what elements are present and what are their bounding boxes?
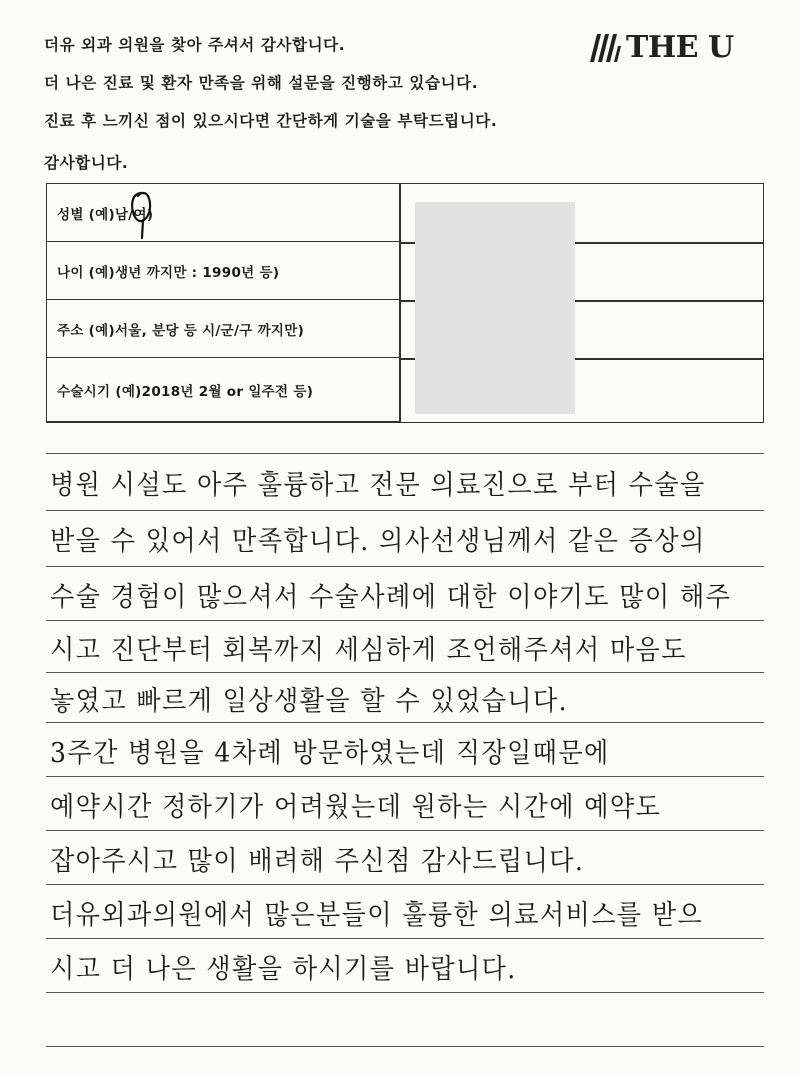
table-column-divider xyxy=(399,184,401,422)
ruled-line xyxy=(46,1046,764,1047)
ruled-line xyxy=(46,566,764,567)
review-line-6: 3주간 병원을 4차례 방문하였는데 직장일때문에 xyxy=(50,738,610,769)
review-line-7: 예약시간 정하기가 어려웠는데 원하는 시간에 예약도 xyxy=(50,792,662,823)
intro-line-3: 진료 후 느끼신 점이 있으시다면 간단하게 기술을 부탁드립니다. xyxy=(44,112,498,130)
review-line-5: 놓였고 빠르게 일상생활을 할 수 있었습니다. xyxy=(50,686,568,717)
surgery-date-label: 수술시기 (예)2018년 2월 or 일주전 등) xyxy=(47,358,399,422)
ruled-line xyxy=(46,510,764,511)
review-line-3: 수술 경험이 많으셔서 수술사례에 대한 이야기도 많이 해주 xyxy=(50,582,732,613)
review-line-4: 시고 진단부터 회복까지 세심하게 조언해주셔서 마음도 xyxy=(50,635,687,666)
review-line-1: 병원 시설도 아주 훌륭하고 전문 의료진으로 부터 수술을 xyxy=(50,470,706,501)
gender-label: 성별 (예)남/여) xyxy=(47,184,399,242)
gender-selection-mark xyxy=(128,190,156,240)
review-line-8: 잡아주시고 많이 배려해 주신점 감사드립니다. xyxy=(50,846,585,877)
logo-mark-icon xyxy=(588,32,622,64)
intro-text xyxy=(44,30,644,186)
clinic-logo xyxy=(588,30,734,66)
intro-thanks: 감사합니다. xyxy=(44,154,129,172)
address-label: 주소 (예)서울, 분당 등 시/군/구 까지만) xyxy=(47,300,399,358)
review-line-9: 더유외과의원에서 많은분들이 훌륭한 의료서비스를 받으 xyxy=(50,900,704,931)
ruled-line xyxy=(46,453,764,454)
age-label: 나이 (예)생년 까지만 : 1990년 등) xyxy=(47,242,399,300)
review-line-10: 시고 더 나은 생활을 하시기를 바랍니다. xyxy=(50,954,517,985)
redacted-answers xyxy=(415,202,575,414)
review-line-2: 받을 수 있어서 만족합니다. 의사선생님께서 같은 증상의 xyxy=(50,526,706,557)
logo-text: THE U xyxy=(626,30,734,65)
intro-line-2: 더 나은 진료 및 환자 만족을 위해 설문을 진행하고 있습니다. xyxy=(44,74,479,92)
intro-line-1: 더유 외과 의원을 찾아 주셔서 감사합니다. xyxy=(44,36,346,54)
